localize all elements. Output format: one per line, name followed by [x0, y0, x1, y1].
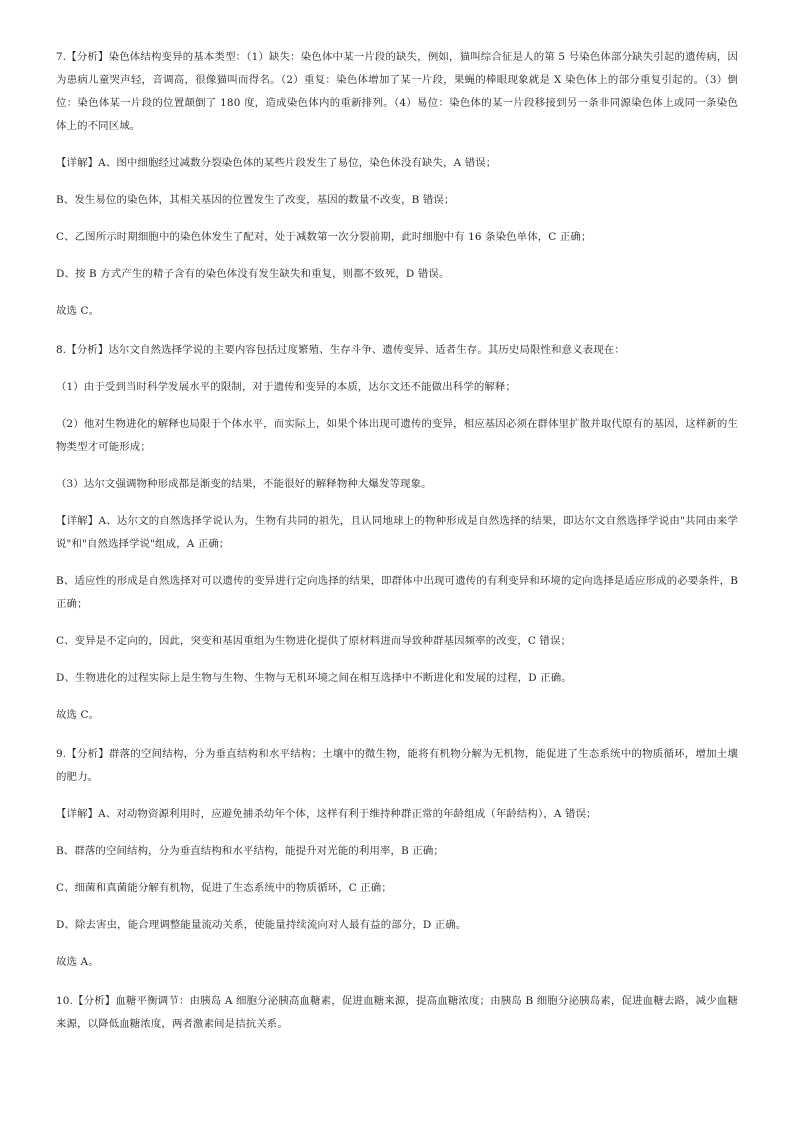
q7-option-d: D、按 B 方式产生的精子含有的染色体没有发生缺失和重复，则都不致死，D 错误。 — [56, 268, 450, 280]
q9-option-c: C、细菌和真菌能分解有机物，促进了生态系统中的物质循环，C 正确； — [56, 882, 392, 894]
q8-option-d: D、生物进化的过程实际上是生物与生物、生物与无机环境之间在相互选择中不断进化和发展的过程，D 正确。 — [56, 672, 572, 684]
q8-point-3: （3）达尔文强调物种形成都是渐变的结果，不能很好的解释物种大爆发等现象。 — [56, 478, 432, 490]
q10-analysis: 10.【分析】血糖平衡调节：由胰岛 A 细胞分泌胰高血糖素，促进血糖来源，提高血糖浓度；由胰岛 B 细胞分泌胰岛素，促进血糖去路，减少血糖来源，以降低血糖浓度，两者激素间是拮抗关系。 — [56, 995, 738, 1030]
q9-analysis: 9.【分析】群落的空间结构，分为垂直结构和水平结构；土壤中的微生物，能将有机物分解为无机物，能促进了生态系统中的物质循环，增加土壤的肥力。 — [56, 748, 738, 783]
q8-analysis: 8.【分析】达尔文自然选择学说的主要内容包括过度繁殖、生存斗争、遗传变异、适者生存。其历史局限性和意义表现在： — [56, 344, 625, 356]
q7-option-c: C、乙图所示时期细胞中的染色体发生了配对，处于减数第一次分裂前期，此时细胞中有 16 条染色单体，C 正确； — [56, 231, 592, 243]
q8-option-b: B、适应性的形成是自然选择对可以遗传的变异进行定向选择的结果，即群体中出现可遗传的有利变异和环境的定向选择是适应形成的必要条件，B 正确； — [56, 575, 738, 610]
q8-point-1: （1）由于受到当时科学发展水平的限制，对于遗传和变异的本质，达尔文还不能做出科学的解释； — [56, 381, 517, 393]
q8-detail-a: 【详解】A、达尔文的自然选择学说认为，生物有共同的祖先，且认同地球上的物种形成是自然选择的结果，即达尔文自然选择学说由"共同由来学说"和"自然选择学说"组成，A 正确； — [56, 515, 738, 550]
q8-option-c: C、变异是不定向的，因此，突变和基因重组为生物进化提供了原材料进而导致种群基因频率的改变，C 错误； — [56, 635, 572, 647]
q9-option-d: D、除去害虫，能合理调整能量流动关系，使能量持续流向对人最有益的部分，D 正确。 — [56, 919, 467, 931]
q8-conclusion: 故选 C。 — [56, 709, 100, 721]
q9-conclusion: 故选 A。 — [56, 956, 99, 968]
q9-option-b: B、群落的空间结构，分为垂直结构和水平结构，能提升对光能的利用率，B 正确； — [56, 845, 444, 857]
q9-detail-a: 【详解】A、对动物资源利用时，应避免捕杀幼年个体，这样有利于维持种群正常的年龄组成（年龄结构），A 错误； — [56, 808, 597, 820]
q7-detail-a: 【详解】A、图中细胞经过减数分裂染色体的某些片段发生了易位，染色体没有缺失，A 错误； — [56, 157, 497, 169]
q7-conclusion: 故选 C。 — [56, 305, 100, 317]
q8-point-2: （2）他对生物进化的解释也局限于个体水平，而实际上，如果个体出现可遗传的变异，相应基因必须在群体里扩散并取代原有的基因，这样新的生物类型才可能形成； — [56, 418, 738, 453]
q7-option-b: B、发生易位的染色体，其相关基因的位置发生了改变，基因的数量不改变，B 错误； — [56, 194, 455, 206]
q7-analysis: 7.【分析】染色体结构变异的基本类型：（1）缺失：染色体中某一片段的缺失，例如，猫叫综合征是人的第 5 号染色体部分缺失引起的遗传病，因为患病儿童哭声轻，音调高，很像猫叫而得名。（2）重复：染色体增加了某一片段，果蝇的棒眼现象就是 X 染色体上的部分重复引起的。（3）倒位：染色体某一片段的位置颠倒了 180 度，造成染色体内的重新排列。（4）易位：染色体的某一片段移接到另一条非同源染色体上或同一条染色体上的不同区域。 — [56, 51, 738, 132]
